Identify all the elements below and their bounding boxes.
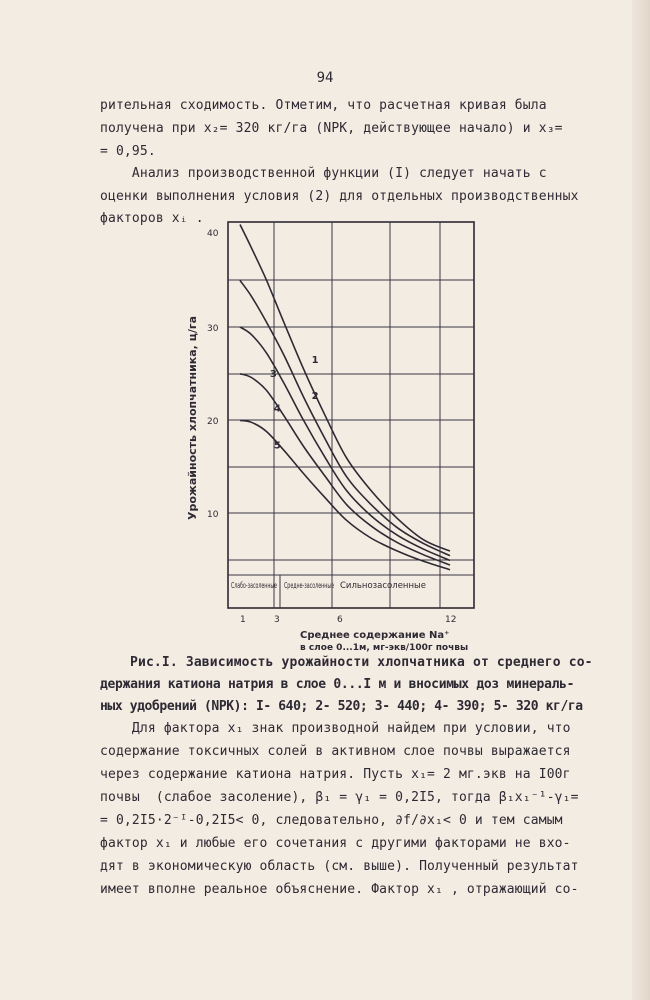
y-tick-label: 40 (207, 229, 219, 239)
zone-label: Сильнозасоленные (340, 581, 426, 591)
text-line: фактор x₁ и любые его сочетания с другими факторами не вхо- (100, 836, 571, 851)
zone-label: Слабо-засоленные (231, 581, 278, 590)
series-curves (240, 225, 450, 570)
series-label-5: 5 (273, 440, 281, 452)
text-line: Для фактора x₁ знак производной найдем при условии, что (100, 721, 571, 736)
text-line: имеет вполне реальное объяснение. Фактор x₁ , отражающий со- (100, 882, 579, 897)
series-label-4: 4 (273, 403, 281, 415)
text-line: через содержание катиона натрия. Пусть x₁= 2 мг.экв на I00г (100, 767, 571, 782)
text-line: факторов xᵢ . (100, 211, 204, 226)
zone-label: Средне-засоленные (284, 581, 335, 590)
text-line: почвы (слабое засоление), β₁ = γ₁ = 0,2I5, тогда β₁x₁⁻¹-γ₁= (100, 790, 579, 805)
page-number: 94 (316, 70, 334, 86)
text-line: получена при x₂= 320 кг/га (NPK, действующее начало) и x₃= (100, 121, 563, 136)
text-line: содержание токсичных солей в активном слое почвы выражается (100, 744, 571, 759)
x-tick-label: 1 (240, 615, 246, 625)
y-tick-label: 10 (207, 510, 219, 520)
series-label-2: 2 (311, 391, 319, 403)
text-line: = 0,95. (100, 144, 156, 159)
text-line: Анализ производственной функции (I) следует начать с (100, 166, 547, 181)
text-line: = 0,2I5·2⁻ᴵ-0,2I5< 0, следовательно, ∂f/∂x₁< 0 и тем самым (100, 813, 563, 828)
y-tick-label: 20 (207, 417, 219, 427)
x-tick-label: 6 (337, 615, 343, 625)
series-label-1: 1 (311, 355, 319, 367)
series-line-3 (240, 327, 450, 560)
caption-line: ных удобрений (NPK): I- 640; 2- 520; 3- 440; 4- 390; 5- 320 кг/га (100, 699, 583, 714)
x-tick-label: 12 (445, 615, 457, 625)
x-axis-label: Среднее содержание Na⁺ (300, 630, 450, 641)
series-label-3: 3 (269, 369, 277, 381)
text-line: дят в экономическую область (см. выше). Полученный результат (100, 859, 579, 874)
x-tick-label: 3 (274, 615, 280, 625)
x-axis-label-line2: в слое 0...1м, мг-экв/100г почвы (300, 643, 469, 653)
y-tick-label: 30 (207, 324, 219, 334)
y-axis-label: Урожайность хлопчатника, ц/га (186, 315, 199, 520)
text-line: рительная сходимость. Отметим, что расчетная кривая была (100, 98, 547, 113)
caption-line: держания катиона натрия в слое 0...I м и вносимых доз минераль- (100, 677, 575, 692)
text-line: оценки выполнения условия (2) для отдельных производственных (100, 189, 579, 204)
caption-line: Рис.I. Зависимость урожайности хлопчатника от среднего со- (130, 655, 593, 670)
series-line-2 (240, 280, 450, 555)
